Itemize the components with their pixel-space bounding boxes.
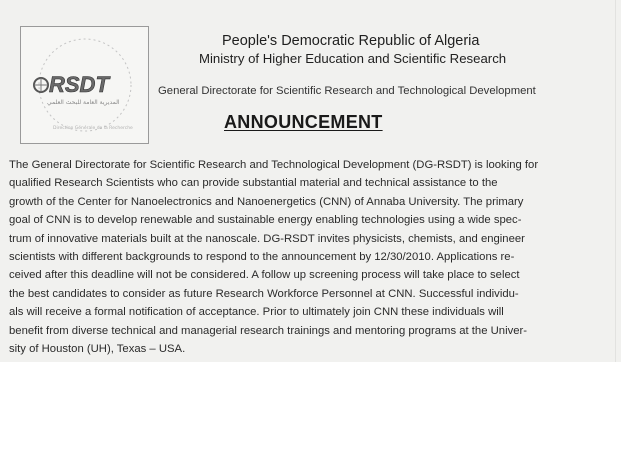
body-line: sity of Houston (UH), Texas – USA.	[9, 342, 186, 355]
announcement-body	[9, 156, 554, 358]
announcement-title: ANNOUNCEMENT	[224, 112, 383, 132]
body-line: the best candidates to consider as future Research Workforce Personnel at CNN. Successful individu-	[9, 287, 519, 300]
logo-wordmark: RSDT	[49, 72, 109, 97]
body-line: goal of CNN is to develop renewable and sustainable energy enabling technologies using a wide spec-	[9, 214, 522, 227]
body-line: ceived after this deadline will not be considered. A follow up screening process will take place to select	[9, 269, 520, 282]
body-line: growth of the Center for Nanoelectronics and Nanoenergetics (CNN) of Annaba University. The primary	[9, 195, 524, 208]
rsdt-emblem-icon	[25, 31, 145, 139]
scan-edge	[615, 0, 616, 362]
logo-arabic-tagline: المديرية العامة للبحث العلمي	[47, 99, 120, 106]
body-line: The General Directorate for Scientific Research and Technological Development (DG-RSDT) is looking for	[9, 159, 539, 171]
logo-arc-text: Direction Générale de la Recherche	[53, 126, 133, 131]
body-line: als will receive a formal notification of acceptance. Prior to ultimately join CNN these individuals will	[9, 306, 504, 319]
body-line: benefit from diverse technical and managerial research trainings and mentoring programs at the Univer-	[9, 324, 528, 337]
body-line: trum of innovative materials built at the nanoscale. DG-RSDT invites physicists, chemists, and engineer	[9, 232, 525, 245]
body-line: qualified Research Scientists who can provide substantial material and technical assistance to the	[9, 177, 498, 190]
dg-rsdt-logo	[20, 26, 149, 144]
body-line: scientists with different backgrounds to respond to the announcement by 12/30/2010. Applications re-	[9, 250, 515, 263]
country-name: People's Democratic Republic of Algeria	[222, 33, 480, 49]
ministry-name: Ministry of Higher Education and Scientific Research	[199, 51, 507, 66]
directorate-name: General Directorate for Scientific Research and Technological Development	[158, 85, 536, 97]
